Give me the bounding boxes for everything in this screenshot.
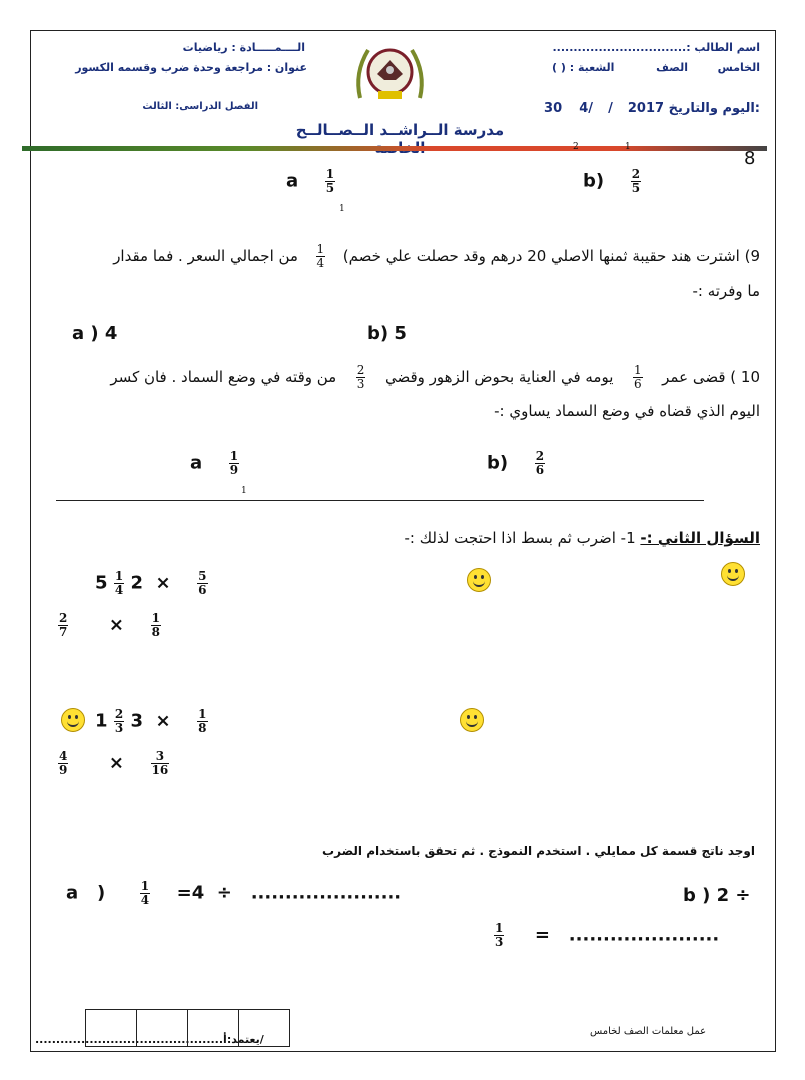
q8-a-label: a	[286, 170, 299, 192]
prepared-by: عمل معلمات الصف لخامس	[590, 1026, 707, 1037]
date-separator: /	[608, 101, 613, 116]
q9-text-part1: 9) اشترت هند حقيبة ثمنها الاصلي 20 درهم وقد حصلت علي خصم)	[342, 247, 760, 266]
section2-heading-line	[405, 529, 761, 547]
ex2b-times: ×	[108, 752, 125, 774]
q9-text-part2: من اجمالي السعر . فما مقدار	[113, 247, 298, 266]
ex2b-fraction1: $\frac{4}{9}$	[59, 749, 68, 778]
q8-stray-top1: 2	[573, 142, 579, 152]
ex2-rest: 3 ×	[130, 710, 171, 732]
ex1b-fraction1: $\frac{2}{7}$	[59, 611, 68, 640]
date-month: 4/	[579, 101, 593, 116]
worksheet-title: عنوان : مراجعة وحدة ضرب وقسمه الكسور	[75, 61, 307, 74]
division-b-fraction: $\frac{1}{3}$	[495, 921, 504, 950]
division-a	[66, 880, 401, 907]
division-a-label: a )	[66, 882, 106, 904]
school-logo	[350, 38, 430, 108]
q10-a-label: a	[190, 452, 203, 474]
q9-fraction: $\frac{1}{4}$	[316, 242, 325, 271]
section2-heading: السؤال الثاني :-	[640, 529, 760, 547]
exercise2-expression	[95, 708, 208, 735]
q8-b-label: b)	[583, 170, 605, 192]
q8-stray-below: 1	[339, 204, 345, 214]
smiley-icon	[467, 568, 491, 592]
ex1b-fraction2: $\frac{1}{8}$	[151, 611, 160, 640]
approval-line: /يعتمد:أ.............................................	[35, 1033, 264, 1046]
division-b-rest[interactable]: = ......................	[534, 924, 720, 946]
header-rule	[22, 146, 767, 151]
ex2-fraction: $\frac{2}{3}$	[114, 707, 124, 736]
q8-number: 8	[744, 148, 756, 169]
date-day: 30	[544, 101, 563, 116]
section-divider	[56, 500, 704, 501]
section-label: الشعبة : ( )	[552, 61, 615, 74]
subject-label: الــــمـــــادة : رياضيات	[182, 41, 305, 54]
grade-line	[552, 61, 760, 74]
q8-b-fraction: $\frac{2}{5}$	[631, 167, 641, 196]
q9-text	[113, 243, 760, 270]
q9-line2: ما وفرته :-	[692, 282, 760, 300]
division-instruction: اوجد ناتج قسمة كل ممايلي . استخدم النموذج . ثم تحقق باستخدام الضرب	[322, 844, 755, 858]
q8-option-a[interactable]	[286, 168, 335, 195]
section2-instruction: 1- اضرب ثم بسط اذا احتجت لذلك :-	[404, 529, 636, 547]
ex1-fraction2: $\frac{5}{6}$	[198, 569, 207, 598]
division-b-text: b ) 2 ÷	[683, 885, 751, 906]
exercise2b-expression	[58, 750, 169, 777]
q9-option-b[interactable]: b) 5	[367, 323, 407, 344]
q10-b-label: b)	[487, 452, 509, 474]
date-year: 2017	[627, 101, 665, 116]
date-label: اليوم والتاريخ:	[668, 101, 760, 116]
q10-fraction1: $\frac{1}{6}$	[633, 363, 642, 392]
signature-box	[187, 1009, 239, 1047]
q8-option-b[interactable]	[583, 168, 641, 195]
ex1-fraction: $\frac{1}{4}$	[114, 569, 124, 598]
signature-box	[136, 1009, 188, 1047]
smiley-icon	[61, 708, 85, 732]
ex2b-fraction2: $\frac{3}{16}$	[151, 749, 169, 778]
q10-text	[110, 364, 760, 391]
q10-option-b[interactable]	[487, 450, 545, 477]
division-a-fraction: $\frac{1}{4}$	[140, 879, 150, 908]
signature-box	[85, 1009, 137, 1047]
q10-stray-below: 1	[241, 486, 247, 496]
q10-b-fraction: $\frac{2}{6}$	[535, 449, 545, 478]
smiley-icon	[460, 708, 484, 732]
q10-text-part1: 10 ) قضى عمر	[662, 368, 760, 387]
q8-a-fraction: $\frac{1}{5}$	[325, 167, 335, 196]
q10-option-a[interactable]	[190, 450, 239, 477]
q10-text-part3: من وقته في وضع السماد . فان كسر	[110, 368, 337, 387]
exercise1b-expression	[58, 612, 161, 639]
date-line	[544, 101, 760, 116]
signature-box	[238, 1009, 290, 1047]
division-b	[494, 922, 719, 949]
student-name-field: اسم الطالب :................................	[552, 41, 760, 54]
smiley-icon	[721, 562, 745, 586]
grade-value: الخامس	[717, 61, 760, 74]
ex1b-times: ×	[108, 614, 125, 636]
ex1-rest: 2 ×	[130, 572, 171, 594]
q10-line2: اليوم الذي قضاه في وضع السماد يساوي :-	[494, 402, 760, 420]
q9-option-a[interactable]: a ) 4	[72, 323, 118, 344]
q10-text-part2: يومه في العناية بحوض الزهور وقضي	[385, 368, 614, 387]
exercise1-expression	[95, 570, 208, 597]
q8-stray-top2: 1	[625, 142, 631, 152]
school-name: مدرسة الــراشــد الــصــالــح	[295, 121, 505, 139]
q10-fraction2: $\frac{2}{3}$	[356, 363, 365, 392]
division-a-rest[interactable]: =4 ÷ ......................	[176, 882, 402, 904]
ex2-fraction2: $\frac{1}{8}$	[198, 707, 207, 736]
ex2-whole: 1	[95, 710, 108, 732]
q10-a-fraction: $\frac{1}{9}$	[229, 449, 239, 478]
ex1-whole: 5	[95, 572, 108, 594]
grade-label: الصف	[656, 61, 688, 74]
semester-label: الفصل الدراسى: الثالث	[142, 101, 258, 112]
